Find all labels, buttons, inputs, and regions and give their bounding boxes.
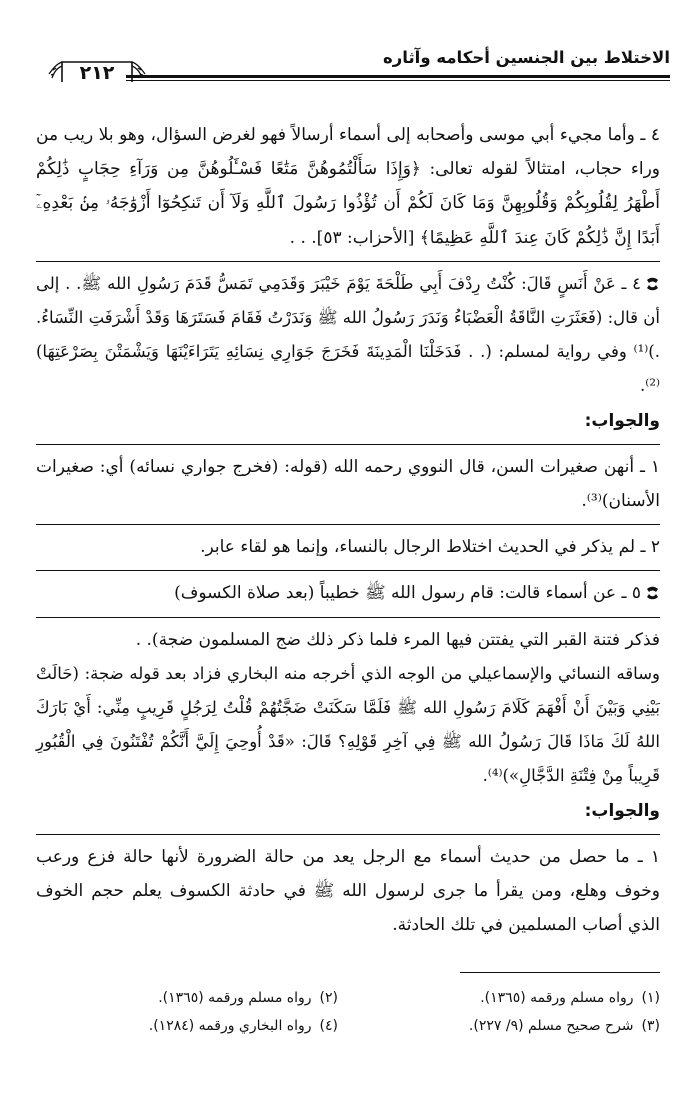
paragraph-nasai-narration: وساقه النسائي والإسماعيلي من الوجه الذي أخرجه منه البخاري فزاد بعد قوله ضجة: (حَالَتْ بَيْنِي وَبَيْنَ أَنْ أَفْهَمَ كَلَامَ رَسُولِ الله ﷺ فَلَمَّا سَكَنَتْ ضَجَّتُهُمْ قُلْتُ لِرَجُلٍ قَرِيبٍ مِنِّي: أَيْ بَارَكَ اللهُ لَكَ مَاذَا قَالَ رَسُولُ الله ﷺ فِي آخِرِ قَوْلِهِ؟ قَالَ: «قَدْ أُوحِيَ إِلَيَّ أَنَّكُمْ تُفْتَنُونَ فِي الْقُبُورِ قَرِيباً مِنْ فِتْنَةِ الدَّجَّالِ»)⁽⁴⁾. — [36, 663, 660, 786]
section-divider — [36, 444, 660, 445]
hadith-anas-text: ٤ ـ عَنْ أَنَسٍ قَالَ: كُنْتُ رِدْفَ أَبِي طَلْحَةَ يَوْمَ خَيْبَرَ وَقَدَمِي تَمَسُّ قَدَمَ رَسُولِ الله ﷺ. . إلى أن قال: (فَعَثَرَتِ النَّاقَةُ الْعَضْبَاءُ وَنَدَرَ رَسُولُ الله ﷺ وَنَدَرْتُ فَقَامَ فَسَتَرَهَا وَقَدْ أَشْرَفَتِ النِّسَاءُ. .)⁽¹⁾ وفي رواية لمسلم: (. . فَدَخَلْنَا الْمَدِينَةَ فَخَرَجَ جَوَارِي نِسَائِهِ يَتَرَاءَيْنَهَا وَيَشْمَتْنَ بِصَرْعَتِهَا)⁽²⁾. — [36, 273, 660, 396]
page-header — [26, 40, 670, 90]
answer-heading-1: والجواب: — [584, 410, 660, 431]
footnote-3: (٣)شرح صحيح مسلم (٩/ ٢٢٧). — [468, 1018, 660, 1034]
answer-1-point-1: ١ ـ أنهن صغيرات السن، قال النووي رحمه الله (قوله: (فخرج جواري نسائه) أي: صغيرات الأسنان)⁽³⁾. — [36, 456, 660, 512]
hadith-marker-icon — [645, 586, 660, 600]
section-divider — [36, 524, 660, 525]
hadith-marker-icon — [645, 277, 660, 291]
paragraph-abu-musa: ٤ ـ وأما مجيء أبي موسى وأصحابه إلى أسماء أرسالاً فهو لغرض السؤال، وهو بلا ريب من وراء حجاب، امتثالاً لقوله تعالى: ﴿وَإِذَا سَأَلْتُمُوهُنَّ مَتَٰعًا فَسْـَٔلُوهُنَّ مِن وَرَآءِ حِجَابٍ ذَٰلِكُمْ أَطْهَرُ لِقُلُوبِكُمْ وَقُلُوبِهِنَّ وَمَا كَانَ لَكُمْ أَن تُؤْذُوا رَسُولَ ٱللَّهِ وَلَآ أَن تَنكِحُوٓا أَزْوَٰجَهُۥ مِنۢ بَعْدِهِۦٓ أَبَدًا إِنَّ ذَٰلِكُمْ كَانَ عِندَ ٱللَّهِ عَظِيمًا﴾ [الأحزاب: ٥٣]. . . — [36, 125, 660, 248]
paragraph-hadith-anas — [36, 267, 660, 404]
section-divider — [36, 617, 660, 618]
page-body — [36, 118, 660, 942]
page-number-badge — [48, 58, 146, 86]
footnote-4: (٤)رواه البخاري ورقمه (١٢٨٤). — [148, 1018, 338, 1034]
header-rule — [126, 75, 670, 78]
footnotes — [36, 984, 660, 1040]
answer-1-point-2: ٢ ـ لم يذكر في الحديث اختلاط الرجال بالنساء، وإنما هو لقاء عابر. — [200, 537, 660, 558]
answer-2-point-1: ١ ـ ما حصل من حديث أسماء مع الرجل يعد من حالة الضرورة لأنها حالة فزع ورعب وخوف وهلع، ومن يقرأ ما جرى لرسول الله ﷺ في حادثة الكسوف يعلم حجم الخوف الذي أصاب المسلمين في تلك الحادثة. — [36, 846, 660, 936]
footnote-1: (١)رواه مسلم ورقمه (١٣٦٥). — [480, 990, 660, 1006]
hadith-asma-text: ٥ ـ عن أسماء قالت: قام رسول الله ﷺ خطيباً (بعد صلاة الكسوف) — [174, 583, 641, 604]
section-divider — [36, 261, 660, 262]
section-divider — [36, 570, 660, 571]
section-divider — [36, 834, 660, 835]
page-number: ٢١٢ — [79, 62, 115, 84]
footnote-divider — [460, 972, 660, 973]
running-title: الاختلاط بين الجنسين أحكامه وآثاره — [383, 48, 670, 67]
header-rule-thin — [126, 80, 670, 81]
paragraph-asma-continued: فذكر فتنة القبر التي يفتتن فيها المرء فلما ذكر ذلك ضج المسلمون ضجة). . — [135, 629, 660, 650]
footnote-2: (٢)رواه مسلم ورقمه (١٣٦٥). — [158, 990, 338, 1006]
answer-heading-2: والجواب: — [584, 800, 660, 821]
paragraph-hadith-asma — [36, 576, 660, 610]
